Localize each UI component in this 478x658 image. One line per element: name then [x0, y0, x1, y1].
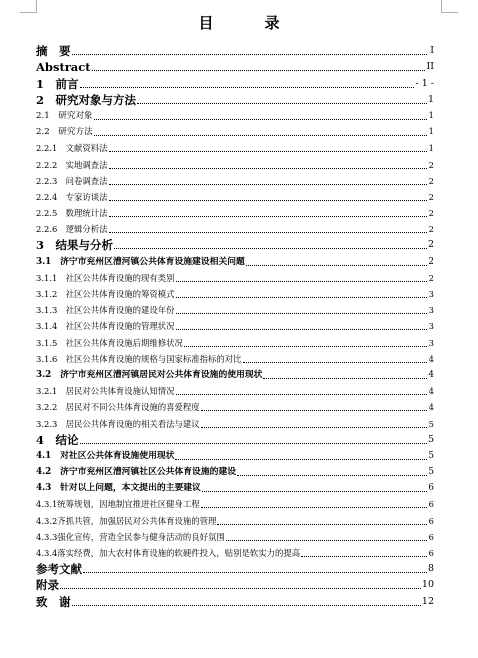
toc-entry-label: 3.1.6 社区公共体育设施的规格与国家标准指标的对比	[36, 353, 242, 364]
toc-entry-page: 2	[428, 256, 434, 267]
toc-entry[interactable]	[36, 511, 434, 527]
toc-entry[interactable]	[36, 42, 434, 58]
toc-entry-page: 5	[427, 433, 434, 445]
toc-entry-label: 3.1.3 社区公共体育设施的建设年份	[36, 305, 175, 316]
toc-leader-dots	[176, 319, 427, 330]
toc-leader-dots	[263, 368, 427, 379]
toc-entry-label: 致 谢	[36, 594, 71, 609]
toc-leader-dots	[201, 400, 427, 411]
toc-entry[interactable]	[36, 155, 434, 171]
toc-leader-dots	[80, 433, 427, 444]
toc-entry-label: 3.2.3 居民公共体育设施的相关看法与建议	[36, 418, 200, 429]
toc-leader-dots	[176, 303, 427, 314]
toc-entry-label: 2.2.2 实地调查法	[36, 159, 108, 170]
toc-leader-dots	[243, 352, 427, 363]
toc-entry-page: 6	[428, 515, 434, 526]
toc-entry[interactable]	[36, 123, 434, 139]
toc-entry[interactable]	[36, 528, 434, 544]
toc-entry[interactable]	[36, 479, 434, 495]
toc-entry[interactable]	[36, 188, 434, 204]
toc-entry-label: 1 前言	[36, 76, 79, 91]
toc-entry[interactable]	[36, 431, 434, 447]
toc-leader-dots	[237, 465, 427, 476]
toc-entry-label: 2.2 研究方法	[36, 127, 93, 138]
toc-entry-label: 2.1 研究对象	[36, 110, 93, 121]
toc-entry-page: 2	[427, 239, 434, 251]
toc-leader-dots	[176, 384, 427, 395]
toc-entry-label: 4.3.1统筹规划，因地制宜推进社区健身工程	[36, 499, 200, 510]
toc-entry[interactable]	[36, 107, 434, 123]
toc-entry-page: 1	[427, 93, 434, 105]
toc-leader-dots	[109, 141, 427, 152]
toc-leader-dots	[92, 60, 426, 71]
toc-leader-dots	[109, 206, 427, 217]
toc-entry-label: 3.1.2 社区公共体育设施的筹资模式	[36, 289, 175, 299]
toc-entry-label: 2.2.3 问卷调查法	[36, 175, 108, 186]
toc-entry-label: 附录	[36, 578, 59, 593]
toc-entry-page: 2	[428, 175, 434, 186]
toc-entry-page: 2	[428, 159, 434, 170]
toc-entry-label: 4.2 济宁市兖州区漕河镇社区公共体育设施的建设	[36, 467, 237, 478]
toc-entry[interactable]	[36, 333, 434, 349]
toc-entry[interactable]	[36, 74, 434, 90]
toc-entry[interactable]	[36, 139, 434, 155]
toc-entry[interactable]	[36, 252, 434, 268]
toc-entry-page: 2	[428, 191, 434, 202]
toc-leader-dots	[201, 497, 427, 508]
toc-leader-dots	[60, 578, 421, 589]
toc-entry-label: 摘 要	[36, 44, 71, 59]
toc-leader-dots	[83, 562, 427, 573]
toc-entry[interactable]	[36, 592, 434, 608]
toc-entry[interactable]	[36, 576, 434, 592]
toc-entry-page: 8	[427, 563, 434, 575]
toc-entry-page: 1	[428, 127, 434, 138]
toc-entry-label: 2.2.1 文献资料法	[36, 143, 108, 154]
toc-entry-label: 3.2.2 居民对不同公共体育设施的喜爱程度	[36, 402, 200, 413]
toc-entry-page: II	[426, 61, 434, 73]
toc-leader-dots	[72, 44, 428, 55]
toc-entry-page: 3	[428, 337, 434, 348]
toc-entry[interactable]	[36, 560, 434, 576]
toc-entry-page: 2	[428, 272, 434, 283]
toc-entry-label: 2.2.4 专家访谈法	[36, 191, 108, 202]
toc-entry-page: 1	[428, 110, 434, 121]
toc-entry-page: 5	[428, 450, 434, 461]
toc-leader-dots	[226, 530, 427, 541]
toc-leader-dots	[176, 271, 427, 282]
toc-entry[interactable]	[36, 366, 434, 382]
toc-leader-dots	[94, 109, 427, 120]
toc-leader-dots	[202, 481, 427, 492]
toc-entry[interactable]	[36, 414, 434, 430]
toc-entry[interactable]	[36, 269, 434, 285]
toc-entry[interactable]	[36, 172, 434, 188]
toc-entry[interactable]	[36, 447, 434, 463]
toc-entry-label: 4.3 针对以上问题，本文提出的主要建议	[36, 483, 201, 494]
toc-entry-page: I	[430, 45, 434, 57]
toc-entry[interactable]	[36, 236, 434, 252]
toc-entry-page: 3	[428, 305, 434, 316]
toc-entry-page: 6	[428, 499, 434, 510]
toc-leader-dots	[109, 174, 427, 185]
toc-entry-page: 4	[428, 353, 434, 364]
toc-entry[interactable]	[36, 301, 434, 317]
toc-entry-page: 5	[428, 467, 434, 478]
toc-entry[interactable]	[36, 544, 434, 560]
toc-entry-label: 3.2 济宁市兖州区漕河镇居民对公共体育设施的使用现状	[36, 369, 263, 380]
toc-leader-dots	[114, 238, 427, 249]
page-title: 目 录	[198, 14, 298, 32]
toc-entry-page: 2	[428, 208, 434, 219]
toc-entry-page: 6	[428, 483, 434, 494]
toc-leader-dots	[137, 93, 427, 104]
toc-leader-dots	[175, 449, 427, 460]
toc-entry-label: 4.3.4落实经费，加大农村体育设施的软硬件投入，贴别是软实力的提高	[36, 548, 301, 558]
toc-entry-label: 4.3.2齐抓共管，加强居民对公共体育设施的管理	[36, 515, 217, 526]
toc-entry[interactable]	[36, 220, 434, 236]
toc-leader-dots	[176, 287, 427, 298]
toc-entry[interactable]	[36, 91, 434, 107]
toc-entry-page: 1	[428, 143, 434, 154]
toc-leader-dots	[201, 417, 427, 428]
toc-entry-page: 6	[428, 548, 434, 558]
toc-entry[interactable]	[36, 204, 434, 220]
toc-entry-page: 12	[421, 595, 434, 607]
toc-entry-label: 3.1.4 社区公共体育设施的管理状况	[36, 321, 175, 332]
toc-leader-dots	[72, 595, 421, 606]
table-of-contents	[36, 42, 434, 609]
toc-leader-dots	[246, 255, 427, 266]
toc-entry-page: 3	[428, 289, 434, 299]
toc-leader-dots	[217, 514, 427, 525]
toc-entry[interactable]	[36, 285, 434, 301]
toc-entry-label: Abstract	[36, 60, 91, 75]
toc-entry[interactable]	[36, 58, 434, 74]
toc-entry-page: 4	[428, 386, 434, 397]
toc-leader-dots	[80, 77, 415, 88]
toc-leader-dots	[109, 190, 427, 201]
toc-entry-page: 3	[428, 321, 434, 332]
toc-entry-label: 3 结果与分析	[36, 238, 114, 253]
toc-entry[interactable]	[36, 350, 434, 366]
toc-leader-dots	[94, 125, 427, 136]
toc-entry-label: 2.2.5 数理统计法	[36, 208, 108, 219]
toc-entry[interactable]	[36, 495, 434, 511]
toc-entry-page: 10	[421, 579, 434, 591]
toc-entry-label: 3.1 济宁市兖州区漕河镇公共体育设施建设相关问题	[36, 256, 245, 267]
toc-entry-page: 2	[428, 224, 434, 235]
toc-entry[interactable]	[36, 317, 434, 333]
toc-leader-dots	[184, 336, 427, 347]
toc-entry[interactable]	[36, 382, 434, 398]
toc-entry-label: 参考文献	[36, 562, 82, 577]
toc-leader-dots	[109, 222, 427, 233]
toc-entry-label: 2.2.6 逻辑分析法	[36, 224, 108, 235]
toc-leader-dots	[301, 546, 427, 557]
toc-entry[interactable]	[36, 463, 434, 479]
toc-entry-label: 2 研究对象与方法	[36, 92, 137, 107]
toc-entry-page: 5	[428, 418, 434, 429]
toc-entry-label: 3.1.5 社区公共体育设施后期维修状况	[36, 337, 183, 348]
toc-entry-page: 6	[428, 531, 434, 542]
toc-entry-label: 3.1.1 社区公共体育设施的现有类别	[36, 272, 175, 283]
toc-entry-page: 4	[428, 369, 434, 380]
toc-entry[interactable]	[36, 398, 434, 414]
toc-entry-label: 3.2.1 居民对公共体育设施认知情况	[36, 386, 175, 397]
toc-entry-label: 4 结论	[36, 432, 79, 447]
toc-entry-label: 4.1 对社区公共体育设施使用现状	[36, 450, 175, 461]
toc-entry-label: 4.3.3强化宣传，营造全民参与健身活动的良好氛围	[36, 531, 225, 542]
toc-leader-dots	[109, 158, 427, 169]
toc-entry-page: 4	[428, 402, 434, 413]
toc-entry-page: - 1 -	[415, 77, 434, 89]
